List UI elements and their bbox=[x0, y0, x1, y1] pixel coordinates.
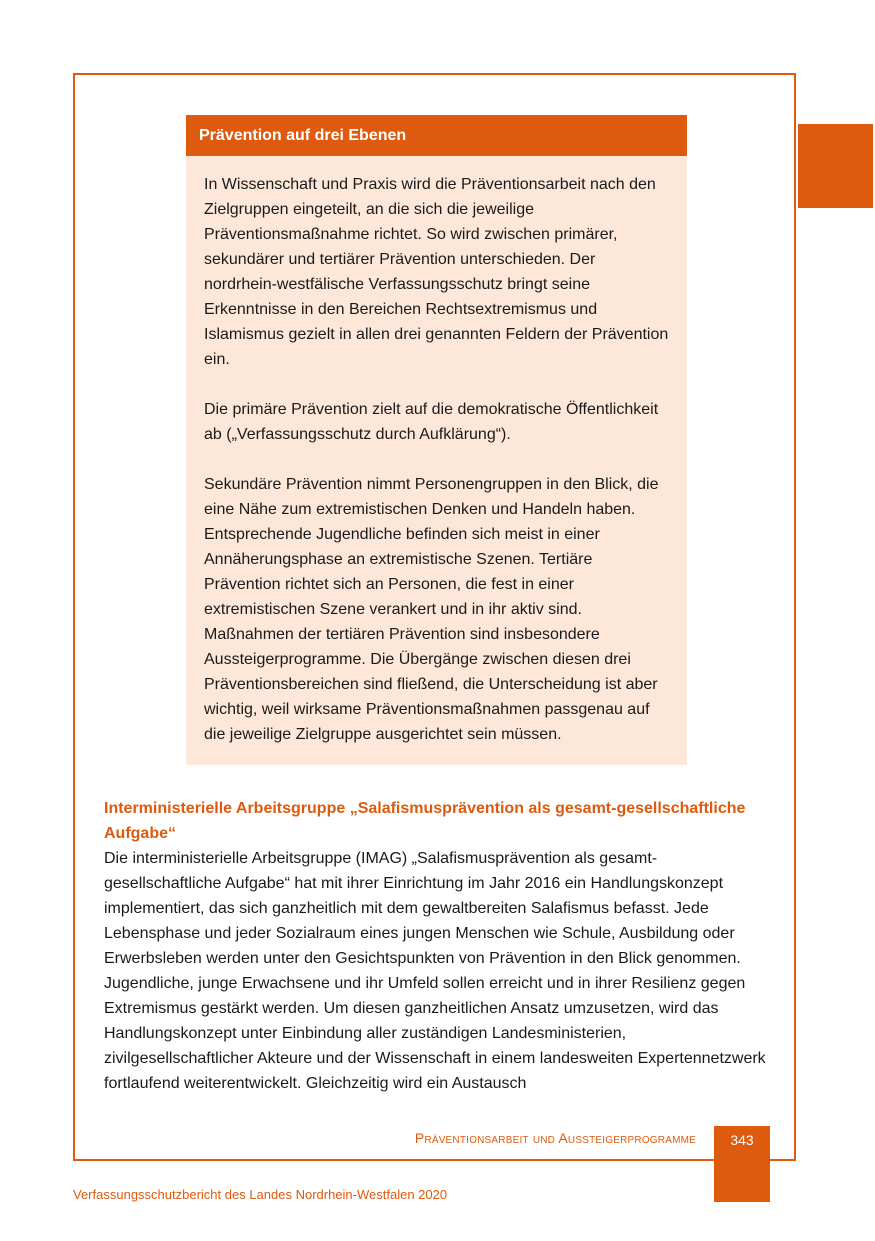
info-box bbox=[186, 115, 687, 765]
info-box-paragraph: In Wissenschaft und Praxis wird die Präventionsarbeit nach den Zielgruppen eingeteilt, an die sich die jeweilige Präventionsmaßnahme richtet. So wird zwischen primärer, sekundärer und tertiärer Prävention unterschieden. Der nordrhein-westfälische Verfassungsschutz bringt seine Erkenntnisse in den Bereichen Rechtsextremismus und Islamismus gezielt in allen drei genannten Feldern der Prävention ein. bbox=[204, 176, 669, 368]
chapter-side-tab bbox=[798, 124, 873, 208]
page-number: 343 bbox=[730, 1132, 754, 1148]
info-box-body bbox=[186, 156, 687, 747]
info-box-paragraph: Die primäre Prävention zielt auf die demokratische Öffentlichkeit ab („Verfassungsschutz durch Aufklärung“). bbox=[204, 401, 659, 443]
section-body: Die interministerielle Arbeitsgruppe (IMAG) „Salafismusprävention als gesamt-gesellschaftliche Aufgabe“ hat mit ihrer Einrichtung im Jahr 2016 ein Handlungskonzept implementiert, das sich ganzheitlich mit dem gewaltbereiten Salafismus befasst. Jede Lebensphase und jeder Sozialraum eines jungen Menschen wie Schule, Ausbildung oder Erwerbsleben werden unter den Gesichtspunkten von Prävention in den Blick genommen. Jugendliche, junge Erwachsene und ihr Umfeld sollen erreicht und in ihrer Resilienz gegen Extremismus gestärkt werden. Um diesen ganzheitlichen Ansatz umzusetzen, wird das Handlungskonzept unter Einbindung aller zuständigen Landesministerien, zivilgesellschaftlicher Akteure und der Wissenschaft in einem landesweiten Expertennetzwerk fortlaufend weiterentwickelt. Gleichzeitig wird ein Austausch bbox=[104, 850, 766, 1092]
info-box-paragraph: Sekundäre Prävention nimmt Personengruppen in den Blick, die eine Nähe zum extremistischen Denken und Handeln haben. Entsprechende Jugendliche befinden sich meist in einer Annäherungsphase an extremistische Szenen. Tertiäre Prävention richtet sich an Personen, die fest in einer extremistischen Szene verankert und in ihr aktiv sind. Maßnahmen der tertiären Prävention sind insbesondere Aussteigerprogramme. Die Übergänge zwischen diesen drei Präventionsbereichen sind fließend, die Unterscheidung ist aber wichtig, weil wirksame Präventionsmaßnahmen passgenau auf die jeweilige Zielgruppe ausgerichtet sein müssen. bbox=[204, 476, 659, 743]
info-box-title: Prävention auf drei Ebenen bbox=[186, 115, 687, 156]
section-heading: Interministerielle Arbeitsgruppe „Salafismusprävention als gesamt-gesellschaftliche Aufgabe“ bbox=[104, 800, 746, 842]
report-title-footer: Verfassungsschutzbericht des Landes Nordrhein-Westfalen 2020 bbox=[73, 1187, 448, 1202]
main-section bbox=[104, 796, 768, 1096]
running-footer-chapter: Präventionsarbeit und Aussteigerprogramme bbox=[414, 1130, 696, 1146]
page-number-tab bbox=[714, 1126, 770, 1202]
